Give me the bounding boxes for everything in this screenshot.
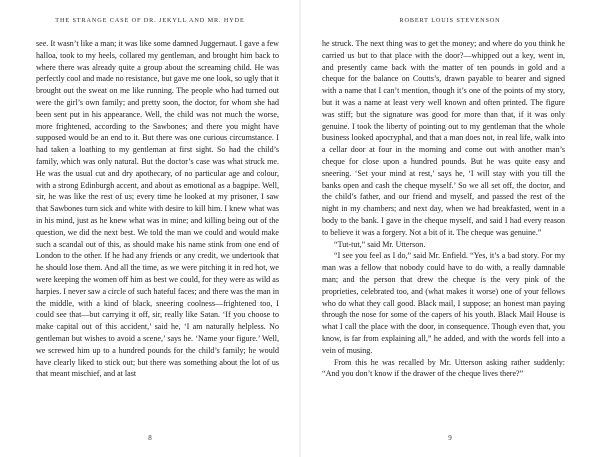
running-head-author: ROBERT LOUIS STEVENSON [399,17,501,24]
body-text-right [322,38,565,380]
paragraph: see. It wasn’t like a man; it was like some damned Juggernaut. I gave a few halloa, took to my heels, collared my gentleman, and brought him back to where there was already quite a group about the screaming child. He was perfectly cool and made no resistance, but gave me one look, so ugly that it brought out the sweat on me like running. The people who had turned out were the girl’s own family; and pretty soon, the doctor, for whom she had been sent put in his appearance. Well, the child was not much the worse, more frightened, according to the Sawbones; and there you might have supposed would be an end to it. But there was one curious circumstance. I had taken a loathing to my gentleman at first sight. So had the child’s family, which was only natural. But the doctor’s case was what struck me. He was the usual cut and dry apothecary, of no particular age and colour, with a strong Edinburgh accent, and about as emotional as a bagpipe. Well, sir, he was like the rest of us; every time he looked at my prisoner, I saw that Sawbones turn sick and white with desire to kill him. I knew what was in his mind, just as he knew what was in mine; and killing being out of the question, we did the next best. We told the man we could and would make such a scandal out of this, as should make his name stink from one end of London to the other. If he had any friends or any credit, we undertook that he should lose them. And all the time, as we were pitching it in red hot, we were keeping the women off him as best we could, for they were as wild as harpies. I never saw a circle of such hateful faces; and there was the man in the middle, with a kind of black, sneering coolness—frightened too, I could see that—but carrying it off, sir, really like Satan. ‘If you choose to make capital out of this accident,’ said he, ‘I am naturally helpless. No gentleman but wishes to avoid a scene,’ says he. ‘Name your figure.’ Well, we screwed him up to a hundred pounds for the child’s family; he would have clearly liked to stick out; but there was something about the lot of us that meant mischief, and at last [36,39,279,379]
page-number: 9 [448,434,452,442]
page-number: 8 [148,434,152,442]
paragraph: “Tut-tut,” said Mr. Utterson. [334,239,426,249]
right-page [300,0,600,457]
paragraph: “I see you feel as I do,” said Mr. Enfield. “Yes, it’s a bad story. For my man was a fellow that nobody could have to do with, a really damnable man; and the person that drew the cheque is the very pink of the proprieties, celebrated too, and (what makes it worse) one of your fellows who do what they call good. Black mail, I suppose; an honest man paying through the nose for some of the capers of his youth. Black Mail House is what I call the place with the door, in consequence. Though even that, you know, is far from explaining all,” he added, and with the words fell into a vein of musing. [322,251,565,355]
paragraph: From this he was recalled by Mr. Utterson asking rather suddenly: “And you don’t know if the drawer of the cheque lives there?” [322,357,565,379]
paragraph: he struck. The next thing was to get the money; and where do you think he carried us but to that place with the door?—whipped out a key, went in, and presently came back with the matter of ten pounds in gold and a cheque for the balance on Coutts’s, drawn payable to bearer and signed with a name that I can’t mention, though it’s one of the points of my story, but it was a name at least very well known and often printed. The figure was stiff; but the signature was good for more than that, if it was only genuine. I took the liberty of pointing out to my gentleman that the whole business looked apocryphal, and that a man does not, in real life, walk into a cellar door at four in the morning and come out with another man’s cheque for close upon a hundred pounds. But he was quite easy and sneering. ‘Set your mind at rest,’ says he, ‘I will stay with you till the banks open and cash the cheque myself.’ So we all set off, the doctor, and the child’s father, and our friend and myself, and passed the rest of the night in my chambers; and next day, when we had breakfasted, went in a body to the bank. I gave in the cheque myself, and said I had every reason to believe it was a forgery. Not a bit of it. The cheque was genuine.” [322,39,565,237]
running-head-title: THE STRANGE CASE OF DR. JEKYLL AND MR. HYDE [55,17,245,24]
body-text-left [36,38,279,380]
